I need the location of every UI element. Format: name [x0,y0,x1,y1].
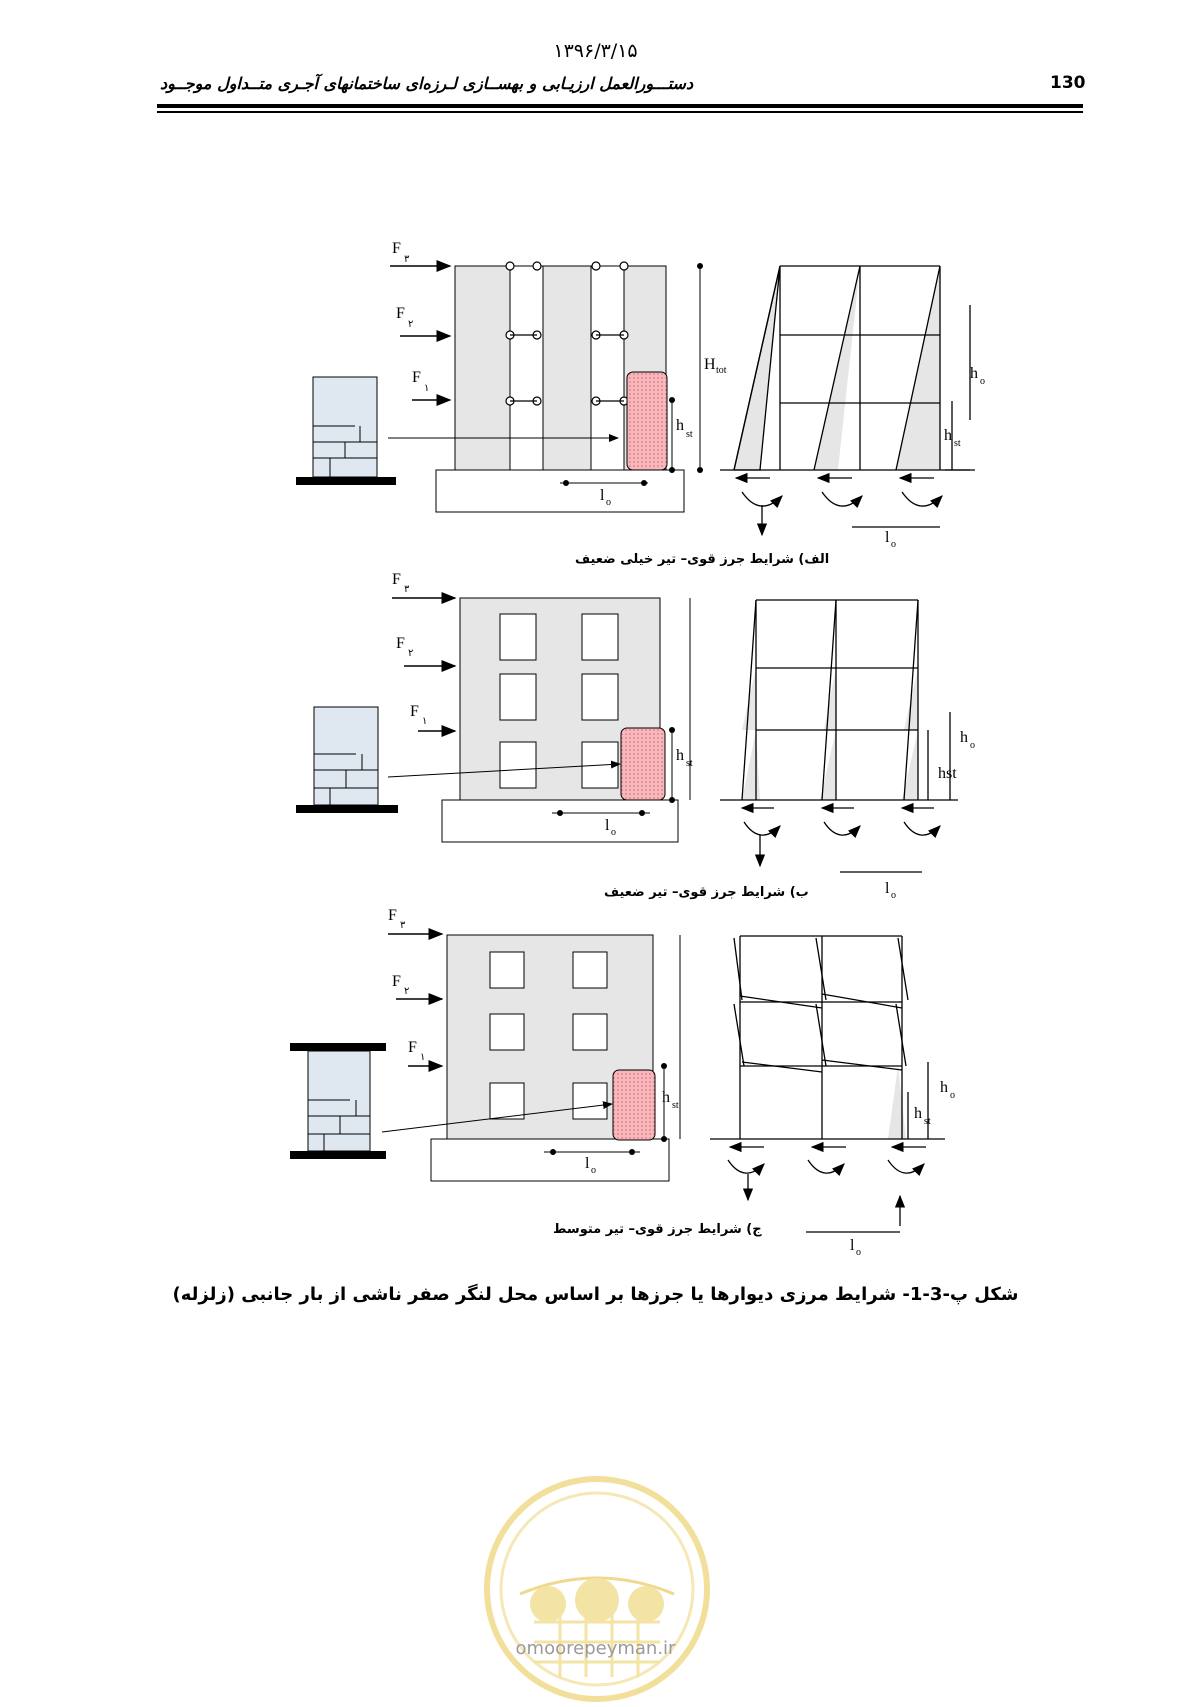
panel-a-wall-elevation [388,240,727,512]
svg-text:l: l [885,880,890,897]
svg-text:h: h [970,365,978,382]
svg-text:o: o [970,740,975,751]
figure-caption: شکل پ-3-1- شرایط مرزی دیوارها یا جرزها بر اساس محل لنگر صفر ناشی از بار جانبی (زلزله) [172,1284,1019,1305]
svg-text:o: o [950,1090,955,1101]
svg-text:st: st [686,758,693,769]
panel-b-wall-elevation [388,571,693,842]
svg-text:h: h [944,427,952,444]
panel-a-caption: الف) شرایط جرز قوی– تیر خیلی ضعیف [575,552,830,567]
watermark-url: omoorepeyman.ir [515,1638,676,1659]
svg-text:h: h [676,747,684,764]
svg-text:F: F [396,305,405,322]
svg-text:۱: ۱ [420,1052,426,1063]
svg-text:۳: ۳ [404,584,410,595]
svg-text:H: H [704,356,716,373]
svg-text:۲: ۲ [404,986,410,997]
svg-text:o: o [591,1165,596,1176]
panel-b-caption: ب) شرایط جرز قوی– تیر ضعیف [604,885,809,900]
panel-a-diagram [296,240,985,550]
panel-c-caption: ج) شرایط جرز قوی– تیر متوسط [553,1222,762,1237]
svg-text:hst: hst [938,765,957,782]
svg-text:F: F [410,703,419,720]
svg-text:o: o [980,376,985,387]
svg-text:l: l [885,529,890,546]
svg-text:h: h [676,417,684,434]
svg-text:h: h [940,1079,948,1096]
svg-text:F: F [388,907,397,924]
svg-text:st: st [924,1116,931,1127]
panel-c-diagram [290,907,955,1258]
svg-text:F: F [392,973,401,990]
svg-text:۱: ۱ [422,716,428,727]
header-title: دستـــورالعمل ارزیـابی و بهســازی لـرزه‌ای ساختمانهای آجـری متــداول موجــود [160,74,694,93]
svg-text:st: st [672,1100,679,1111]
svg-text:h: h [914,1105,922,1122]
svg-text:h: h [662,1089,670,1106]
header-date: ۱۳۹۶/۳/۱۵ [553,40,638,62]
svg-text:o: o [611,827,616,838]
watermark-stamp [480,1472,715,1707]
svg-text:l: l [605,817,610,834]
svg-text:۲: ۲ [408,319,414,330]
svg-text:st: st [954,438,961,449]
svg-text:l: l [600,487,605,504]
panel-c-wall-elevation [382,907,680,1181]
svg-text:l: l [585,1155,590,1172]
svg-text:۱: ۱ [424,383,430,394]
panel-a-deformed-frame [720,266,975,535]
svg-text:F: F [392,571,401,588]
panel-b-pier-detail [296,707,398,813]
svg-text:۳: ۳ [400,920,406,931]
svg-text:h: h [960,729,968,746]
panel-b-diagram [296,571,975,901]
panel-a-pier-detail [296,377,396,485]
svg-text:F: F [408,1039,417,1056]
svg-text:F: F [412,369,421,386]
svg-text:o: o [891,890,896,901]
panel-b-deformed-frame [720,600,958,872]
svg-text:o: o [856,1247,861,1258]
svg-text:l: l [850,1237,855,1254]
svg-text:st: st [686,429,693,440]
panel-c-deformed-frame [710,936,945,1232]
page-number: 130 [1050,73,1086,93]
panel-c-pier-detail [290,1043,386,1159]
svg-text:o: o [606,497,611,508]
svg-text:۳: ۳ [404,254,410,265]
svg-text:o: o [891,539,896,550]
svg-text:F: F [392,240,401,257]
svg-text:F: F [396,635,405,652]
svg-text:۲: ۲ [408,648,414,659]
svg-text:tot: tot [716,365,727,376]
